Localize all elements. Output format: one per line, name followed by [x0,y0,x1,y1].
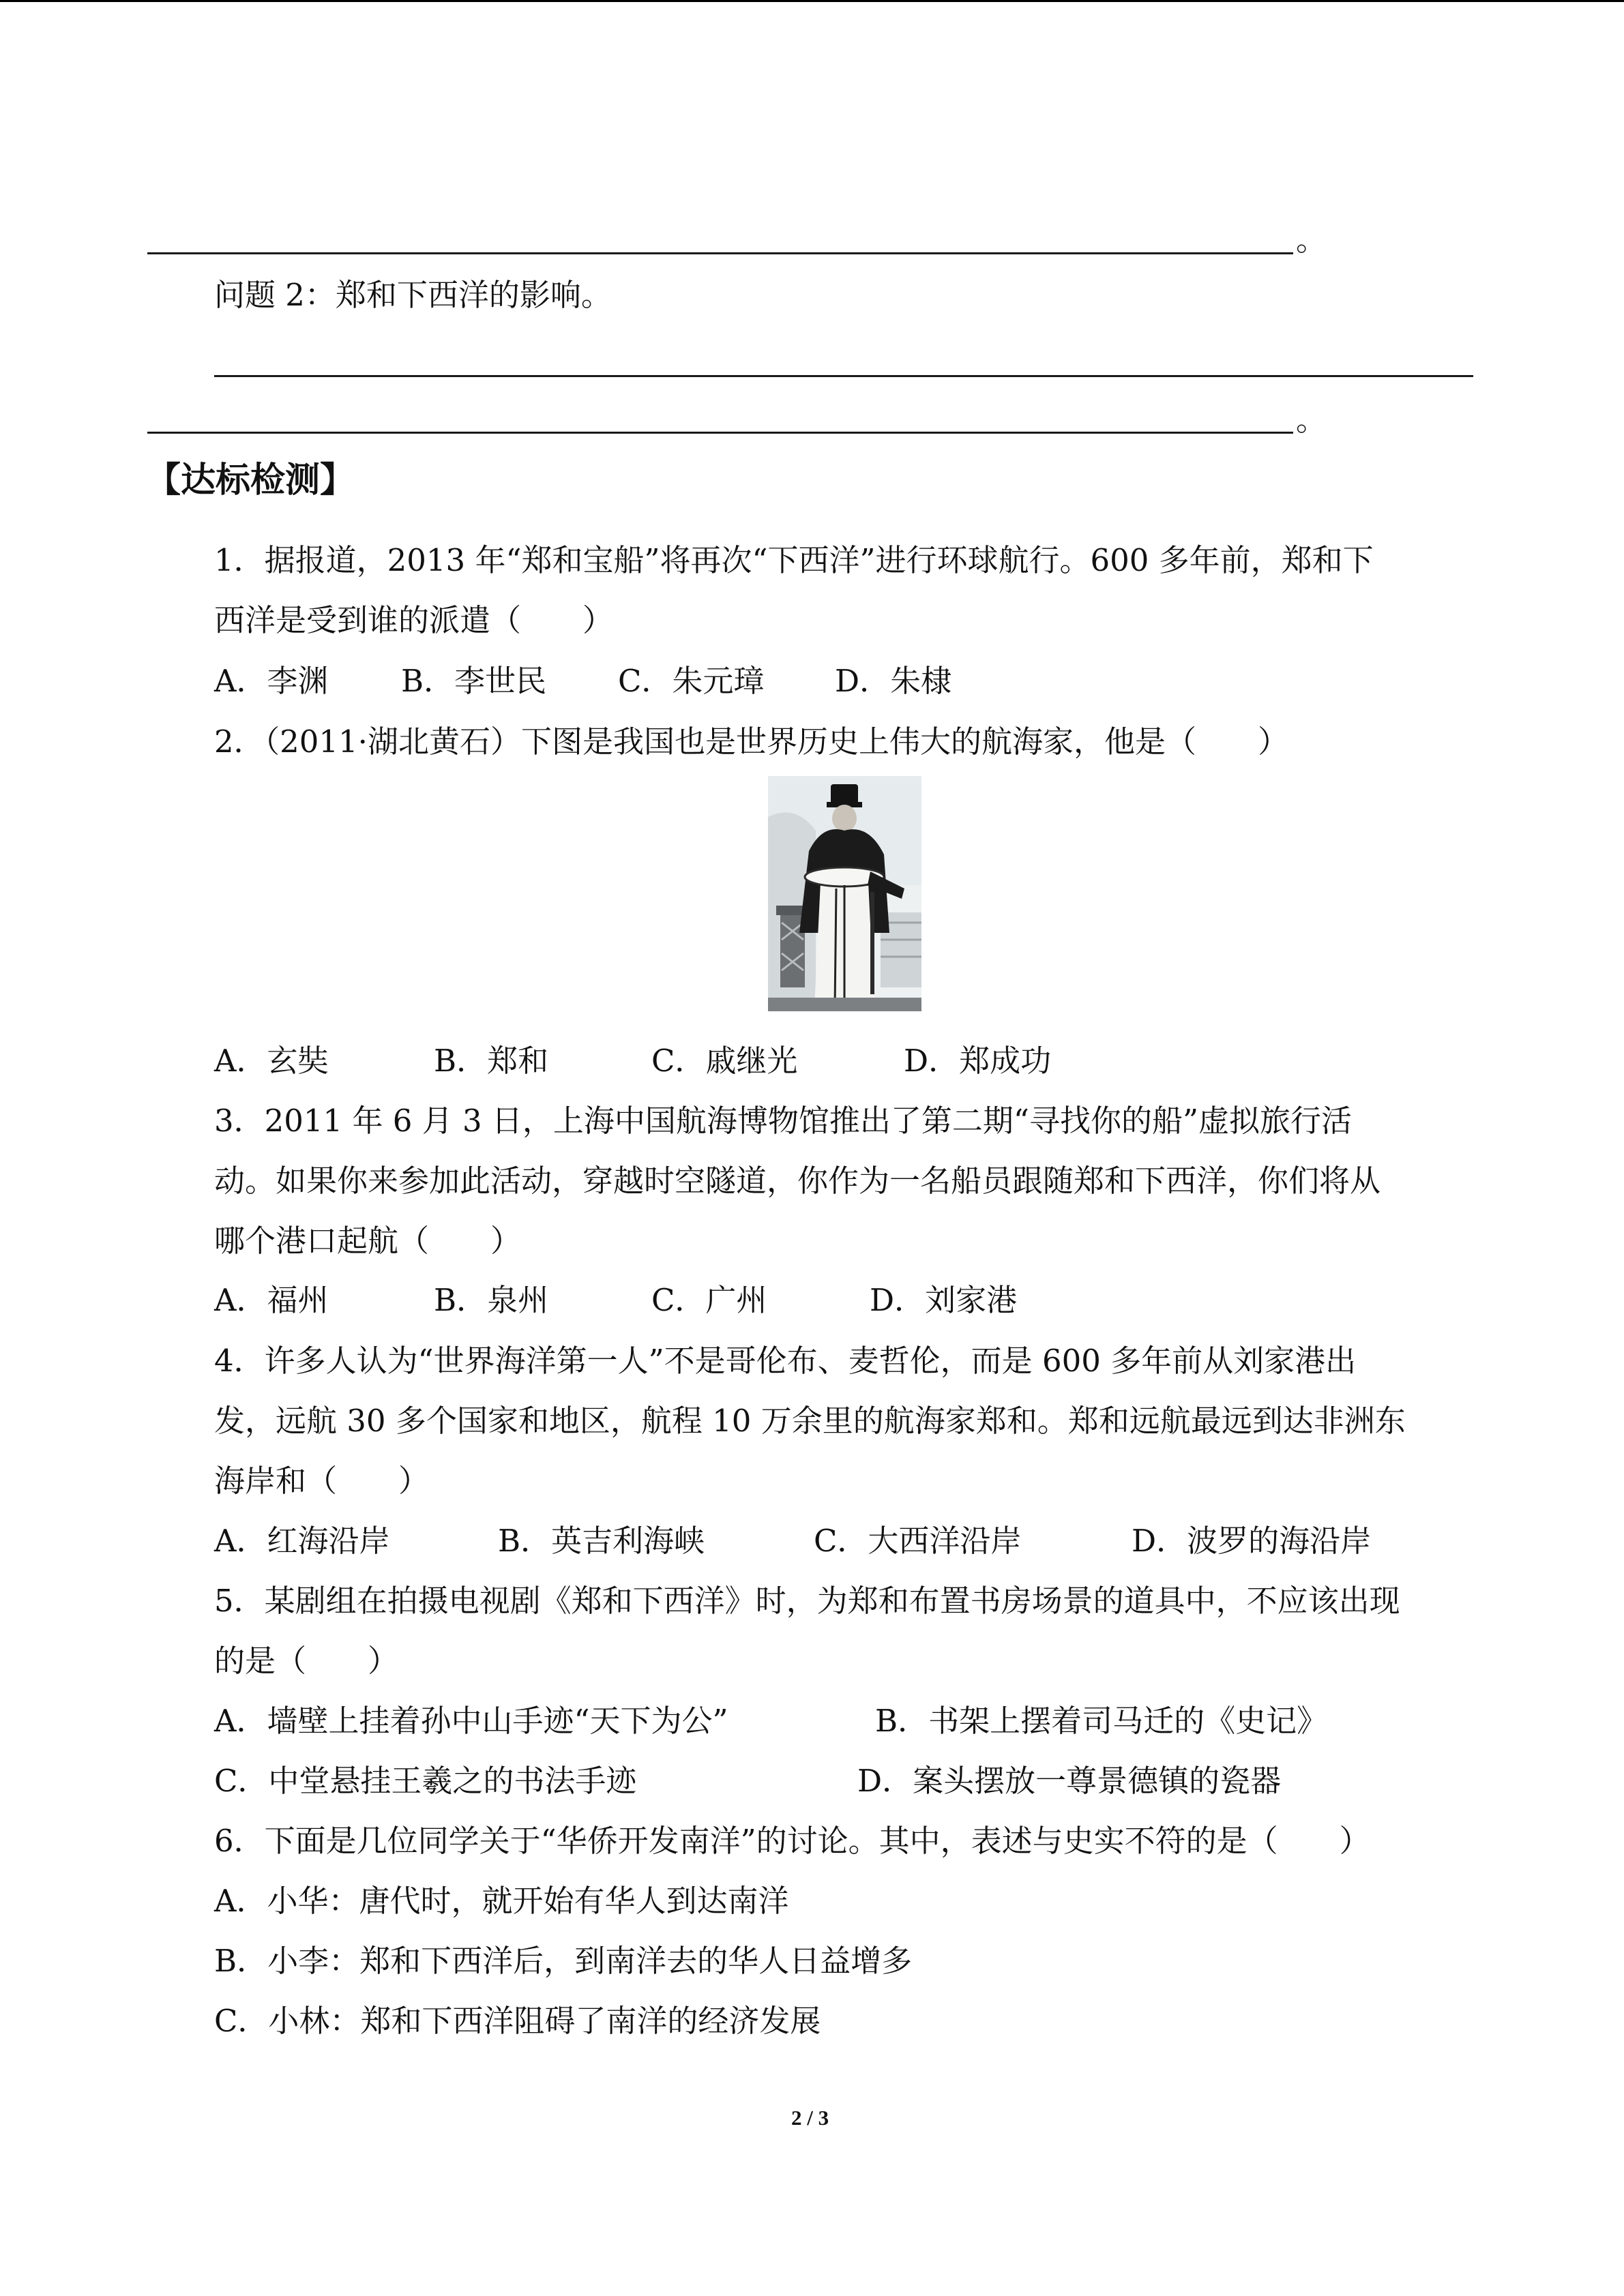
q4-line2: 发，远航 30 多个国家和地区，航程 10 万余里的航海家郑和。郑和远航最远到达非洲东 [214,1403,1406,1439]
answer-line [214,375,1473,377]
q2-option-c: C．戚继光 [651,1043,798,1079]
q3-option-c: C．广州 [651,1282,767,1318]
q4-option-b: B．英吉利海峡 [498,1523,705,1559]
q1-option-b: B．李世民 [401,663,547,699]
section-title: 【达标检测】 [146,460,355,501]
q5-line2: 的是（ ） [214,1643,399,1679]
q1-option-c: C．朱元璋 [618,663,765,699]
top-border [0,0,1624,2]
answer-line-end: 。 [1296,222,1327,258]
q6-option-c: C．小林：郑和下西洋阻碍了南洋的经济发展 [214,2003,821,2039]
q5-option-c: C．中堂悬挂王羲之的书法手迹 [214,1763,637,1799]
q4-line1: 4．许多人认为“世界海洋第一人”不是哥伦布、麦哲伦，而是 600 多年前从刘家港出 [214,1343,1357,1379]
q1-line1: 1．据报道，2013 年“郑和宝船”将再次“下西洋”进行环球航行。600 多年前，郑和下 [214,542,1374,578]
q2-option-d: D．郑成功 [904,1043,1052,1079]
q3-line1: 3．2011 年 6 月 3 日，上海中国航海博物馆推出了第二期“寻找你的船”虚拟旅行活 [214,1103,1352,1139]
page-number: 2 / 3 [791,2106,829,2130]
q5-option-a: A．墙壁上挂着孙中山手迹“天下为公” [214,1703,728,1739]
q1-option-d: D．朱棣 [835,663,952,699]
q4-option-c: C．大西洋沿岸 [814,1523,1022,1559]
q5-option-b: B．书架上摆着司马迁的《史记》 [875,1703,1328,1739]
q3-line2: 动。如果你来参加此活动，穿越时空隧道，你作为一名船员跟随郑和下西洋，你们将从 [214,1163,1381,1199]
q1-option-a: A．李渊 [214,663,329,699]
answer-line [147,252,1293,254]
q3-option-a: A．福州 [214,1282,329,1318]
q4-option-a: A．红海沿岸 [214,1523,390,1559]
q5-line1: 5．某剧组在拍摄电视剧《郑和下西洋》时，为郑和布置书房场景的道具中，不应该出现 [214,1583,1400,1619]
q3-option-b: B．泉州 [434,1282,549,1318]
q5-option-d: D．案头摆放一尊景德镇的瓷器 [857,1763,1282,1799]
navigator-portrait-image [768,776,921,1011]
q6-option-b: B．小李：郑和下西洋后，到南洋去的华人日益增多 [214,1943,913,1979]
answer-line-end: 。 [1296,402,1327,438]
q4-option-d: D．波罗的海沿岸 [1132,1523,1372,1559]
q6-line1: 6．下面是几位同学关于“华侨开发南洋”的讨论。其中，表述与史实不符的是（ ） [214,1823,1370,1859]
q2-option-b: B．郑和 [434,1043,549,1079]
q2-line1: 2．（2011·湖北黄石）下图是我国也是世界历史上伟大的航海家，他是（ ） [214,724,1288,760]
question-2-prompt: 问题 2：郑和下西洋的影响。 [214,277,612,313]
q1-line2: 西洋是受到谁的派遣（ ） [214,602,614,638]
q6-option-a: A．小华：唐代时，就开始有华人到达南洋 [214,1883,789,1919]
answer-line [147,432,1293,434]
q3-line3: 哪个港口起航（ ） [214,1223,522,1259]
q3-option-d: D．刘家港 [870,1282,1018,1318]
q4-line3: 海岸和（ ） [214,1463,430,1499]
q2-option-a: A．玄奘 [214,1043,329,1079]
